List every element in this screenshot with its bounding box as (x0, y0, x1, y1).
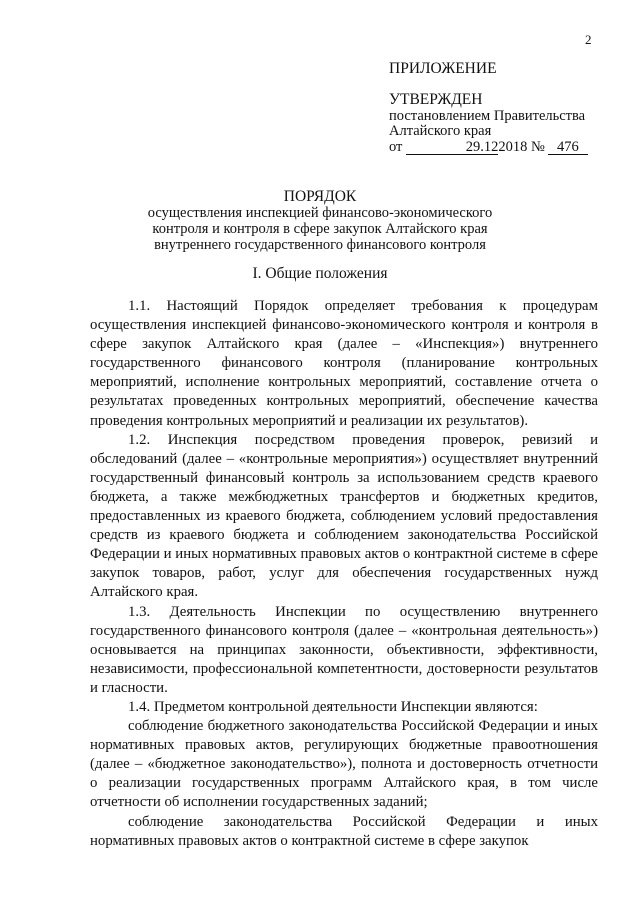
paragraph-1-1: 1.1. Настоящий Порядок определяет требования к процедурам осуществления инспекцией финансово-экономического контроля и контроля в сфере закупок Алтайского края (далее – «Инспекция») внутреннего государственного финансового контроля (планирование контрольных мероприятий, исполнение контрольных мероприятий, составление отчета о результатах проведенных контрольных мероприятий, обеспечение качества проведения контрольных мероприятий и реализации их результатов). (90, 298, 598, 429)
body-text (90, 297, 598, 851)
paragraph-1-2: 1.2. Инспекция посредством проведения проверок, ревизий и обследований (далее – «контрольные мероприятия») осуществляет внутренний государственный финансовый контроль за использованием средств краевого бюджета, а также межбюджетных трансфертов и бюджетных кредитов, предоставленных из краевого бюджета, соблюдением условий предоставления средств из краевого бюджета и соблюдением законодательства Российской Федерации и иных нормативных правовых актов о контрактной системе в сфере закупок товаров, работ, услуг для обеспечения государственных нужд Алтайского края. (90, 431, 598, 601)
document-title-line-2: контроля и контроля в сфере закупок Алтайского края (152, 221, 488, 237)
approved-by-line: постановлением Правительства (389, 108, 586, 124)
page-number: 2 (585, 32, 592, 47)
paragraph-1-4: 1.4. Предметом контрольной деятельности Инспекции являются: (128, 698, 538, 715)
date-field: 29.12 (406, 140, 498, 155)
from-label: от (389, 139, 403, 155)
document-title (0, 188, 640, 253)
date-suffix: 2018 № (498, 139, 545, 155)
paragraph-procurement-compliance: соблюдение законодательства Российской Федерации и иных нормативных правовых актов о контрактной системе в сфере закупок (90, 813, 598, 849)
paragraph-1-3: 1.3. Деятельность Инспекции по осуществлению внутреннего государственного финансового контроля (далее – «контрольная деятельность») основывается на принципах законности, объективности, эффективности, независимости, профессиональной компетентности, достоверности результатов и гласности. (90, 603, 598, 696)
appendix-block (389, 60, 588, 155)
document-title-main: ПОРЯДОК (283, 188, 357, 205)
date-number-line (389, 139, 588, 155)
document-title-line-1: осуществления инспекцией финансово-экономического (147, 205, 493, 221)
section-title: I. Общие положения (252, 265, 388, 282)
region-line: Алтайского края (389, 123, 492, 139)
number-field: 476 (548, 140, 588, 155)
paragraph-budget-compliance: соблюдение бюджетного законодательства Российской Федерации и иных нормативных правовых актов, регулирующих бюджетные правоотношения (далее – «бюджетное законодательство»), полнота и достоверность отчетности о реализации государственных программ Алтайского края, в том числе отчетности об исполнении государственных заданий; (90, 718, 598, 811)
approved-label: УТВЕРЖДЕН (389, 91, 483, 108)
appendix-title: ПРИЛОЖЕНИЕ (389, 60, 497, 77)
document-title-line-3: внутреннего государственного финансового контроля (154, 237, 486, 253)
